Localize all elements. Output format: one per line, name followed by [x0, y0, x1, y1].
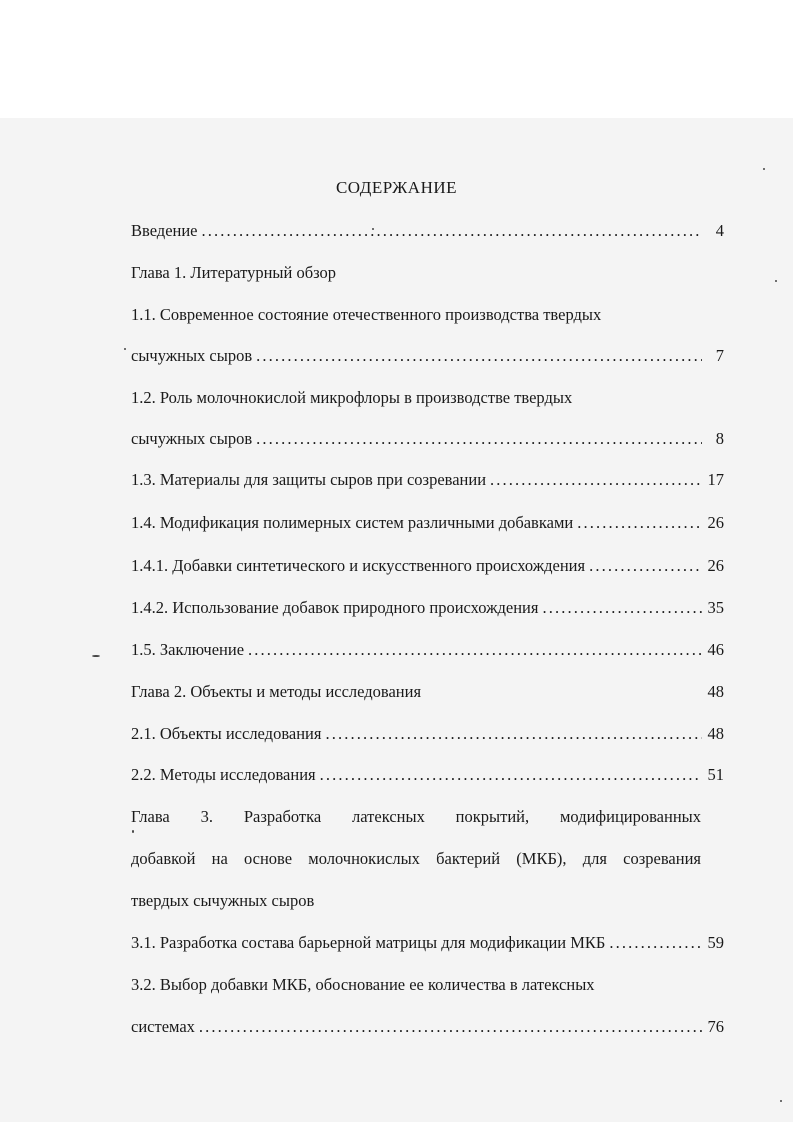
toc-entry-text: Введение: [131, 221, 198, 240]
toc-entry-text: системах: [131, 1017, 195, 1036]
toc-entry-3-2-line2: [131, 1015, 724, 1039]
toc-entry-1-5: [131, 638, 724, 662]
toc-chapter-2-heading: [131, 680, 724, 704]
toc-page-number: 76: [707, 1017, 724, 1036]
dot-leader: [202, 219, 702, 243]
dot-leader: [609, 931, 702, 955]
toc-entry-2-2: [131, 763, 724, 787]
scan-speck: [372, 228, 374, 230]
dot-leader: [256, 427, 702, 451]
toc-page-number: 48: [707, 682, 724, 701]
toc-page-number: 8: [715, 429, 724, 448]
dot-leader: [589, 554, 702, 578]
toc-page-number: 46: [707, 640, 724, 659]
toc-page-number: 4: [715, 221, 724, 240]
toc-page-number: 51: [707, 765, 724, 784]
toc-entry-text: 1.3. Материалы для защиты сыров при созревании: [131, 470, 487, 489]
toc-chapter-3-heading-line3: твердых сычужных сыров: [131, 891, 315, 910]
scan-speck: [775, 280, 777, 282]
toc-page-number: 59: [707, 933, 724, 952]
toc-entry-introduction: [131, 219, 724, 243]
dot-leader: [199, 1015, 702, 1039]
dot-leader: [325, 722, 702, 746]
toc-page-number: 26: [707, 513, 724, 532]
toc-entry-text: 1.4.2. Использование добавок природного происхождения: [131, 598, 539, 617]
toc-page-number: 48: [707, 724, 724, 743]
scan-speck: [124, 348, 126, 350]
toc-entry-2-1: [131, 722, 724, 746]
scan-speck: [132, 830, 134, 833]
toc-entry-text: Глава 2. Объекты и методы исследования: [131, 682, 422, 701]
toc-entry-text: 2.2. Методы исследования: [131, 765, 316, 784]
toc-chapter-3-heading-line2: добавкой на основе молочнокислых бактерий (МКБ), для созревания: [131, 849, 701, 868]
dot-leader: [542, 596, 702, 620]
toc-entry-1-2-line2: [131, 427, 724, 451]
toc-entry-3-2-line1: 3.2. Выбор добавки МКБ, обоснование ее количества в латексных: [131, 975, 595, 994]
scan-speck: [763, 168, 765, 170]
toc-entry-1-1-line1: 1.1. Современное состояние отечественного производства твердых: [131, 305, 602, 324]
toc-entry-text: сычужных сыров: [131, 429, 253, 448]
scan-speck: [780, 1100, 782, 1102]
toc-page-number: 26: [707, 556, 724, 575]
toc-chapter-3-heading-line1: Глава 3. Разработка латексных покрытий, модифицированных: [131, 807, 701, 826]
toc-page-number: 7: [715, 346, 724, 365]
toc-entry-3-1: [131, 931, 724, 955]
toc-entry-text: 3.1. Разработка состава барьерной матрицы для модификации МКБ: [131, 933, 606, 952]
toc-entry-1-2-line1: 1.2. Роль молочнокислой микрофлоры в производстве твердых: [131, 388, 573, 407]
toc-entry-text: 1.5. Заключение: [131, 640, 245, 659]
dot-leader: [490, 468, 702, 492]
dot-leader: [248, 638, 702, 662]
toc-entry-1-4-2: [131, 596, 724, 620]
page-title: СОДЕРЖАНИЕ: [335, 178, 458, 197]
toc-entry-1-4-1: [131, 554, 724, 578]
toc-entry-1-4: [131, 511, 724, 535]
dot-leader: [577, 511, 702, 535]
toc-page-number: 35: [707, 598, 724, 617]
toc-entry-text: сычужных сыров: [131, 346, 253, 365]
dot-leader: [256, 344, 702, 368]
toc-entry-text: 1.4. Модификация полимерных систем различными добавками: [131, 513, 574, 532]
toc-entry-text: 2.1. Объекты исследования: [131, 724, 322, 743]
dot-leader: [320, 763, 702, 787]
scan-speck: [92, 655, 100, 657]
toc-entry-text: 1.4.1. Добавки синтетического и искусственного происхождения: [131, 556, 586, 575]
toc-entry-1-1-line2: [131, 344, 724, 368]
toc-page-number: 17: [707, 470, 724, 489]
toc-chapter-1-heading: Глава 1. Литературный обзор: [131, 263, 337, 282]
toc-entry-1-3: [131, 468, 724, 492]
